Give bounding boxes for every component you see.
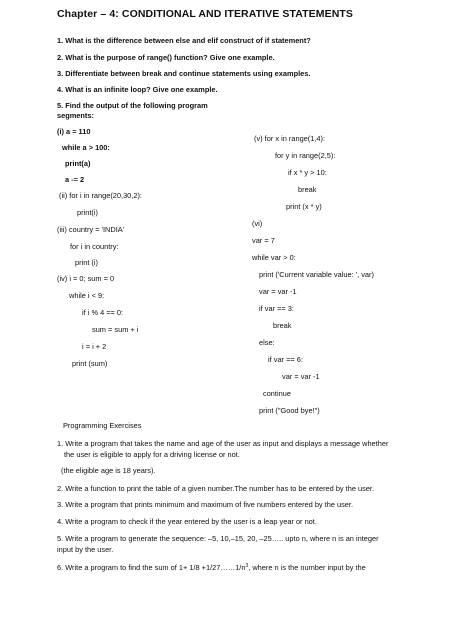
question-4: 4. What is an infinite loop? Give one example. xyxy=(57,85,218,94)
code-right-line: print ('Current variable value: ', var) xyxy=(259,270,374,279)
code-right-line: continue xyxy=(263,389,291,398)
question-3: 3. Differentiate between break and continue statements using examples. xyxy=(57,69,311,78)
page-title: Chapter – 4: CONDITIONAL AND ITERATIVE STATEMENTS xyxy=(57,8,353,20)
exercise-2: 2. Write a function to print the table of a given number.The number has to be entered by the user. xyxy=(57,484,375,493)
exercise-5-cont: input by the user. xyxy=(57,545,114,554)
code-right-line: print (x * y) xyxy=(286,202,322,211)
code-left-line: (iv) i = 0; sum = 0 xyxy=(57,274,115,283)
code-left-line: print(a) xyxy=(65,159,91,168)
code-left-line: for i in country: xyxy=(70,242,119,251)
exercise-5: 5. Write a program to generate the sequence: –5, 10,–15, 20, –25….. upto n, where n is an integer xyxy=(57,534,379,543)
exercise-6-text: 6. Write a program to find the sum of 1+ 1/8 +1/27……1/n xyxy=(57,563,246,572)
code-right-line: if var == 6: xyxy=(268,355,303,364)
code-right-line: if var == 3: xyxy=(259,304,294,313)
code-left-line: i = i + 2 xyxy=(82,342,107,351)
exercise-1-note: (the eligible age is 18 years). xyxy=(61,466,156,475)
exercise-6 xyxy=(57,562,366,572)
code-left-line: print (sum) xyxy=(72,359,108,368)
code-right-line: break xyxy=(298,185,317,194)
code-left-line: print (i) xyxy=(75,258,98,267)
code-left-line: (ii) for i in range(20,30,2): xyxy=(59,191,142,200)
exercise-1-cont: the user is eligible to apply for a driving license or not. xyxy=(64,450,240,459)
exercise-1: 1. Write a program that takes the name and age of the user as input and displays a message whether xyxy=(57,439,389,448)
exercise-3: 3. Write a program that prints minimum and maximum of five numbers entered by the user. xyxy=(57,500,354,509)
code-right-line: (vi) xyxy=(252,219,263,228)
code-right-line: if x * y > 10: xyxy=(288,168,327,177)
code-right-line: print ("Good bye!") xyxy=(259,406,320,415)
question-5: 5. Find the output of the following program xyxy=(57,101,208,110)
code-right-line: while var > 0: xyxy=(252,253,296,262)
code-left-line: while i < 9: xyxy=(69,291,105,300)
code-right-line: var = 7 xyxy=(252,236,275,245)
code-right-line: for y in range(2,5): xyxy=(275,151,336,160)
code-right-line: var = var -1 xyxy=(259,287,297,296)
question-1: 1. What is the difference between else and elif construct of if statement? xyxy=(57,36,311,45)
exercise-6-exponent: 3 xyxy=(245,563,249,569)
exercise-6-tail: , where n is the number input by the xyxy=(248,563,366,572)
code-left-line: sum = sum + i xyxy=(92,325,139,334)
code-left-line: if i % 4 == 0: xyxy=(82,308,124,317)
code-left-line: a -= 2 xyxy=(65,175,85,184)
question-2: 2. What is the purpose of range() function? Give one example. xyxy=(57,53,275,62)
exercises-heading: Programming Exercises xyxy=(63,421,142,430)
code-right-line: var = var -1 xyxy=(282,372,320,381)
exercise-4: 4. Write a program to check if the year entered by the user is a leap year or not. xyxy=(57,517,317,526)
question-5-cont: segments: xyxy=(57,111,94,120)
code-left-line: while a > 100: xyxy=(62,143,110,152)
code-left-line: (iii) country = 'INDIA' xyxy=(57,225,125,234)
code-left-line: (i) a = 110 xyxy=(57,127,91,136)
code-left-line: print(i) xyxy=(77,208,98,217)
code-right-line: else: xyxy=(259,338,275,347)
code-right-line: break xyxy=(273,321,292,330)
code-right-line: (v) for x in range(1,4): xyxy=(254,134,326,143)
